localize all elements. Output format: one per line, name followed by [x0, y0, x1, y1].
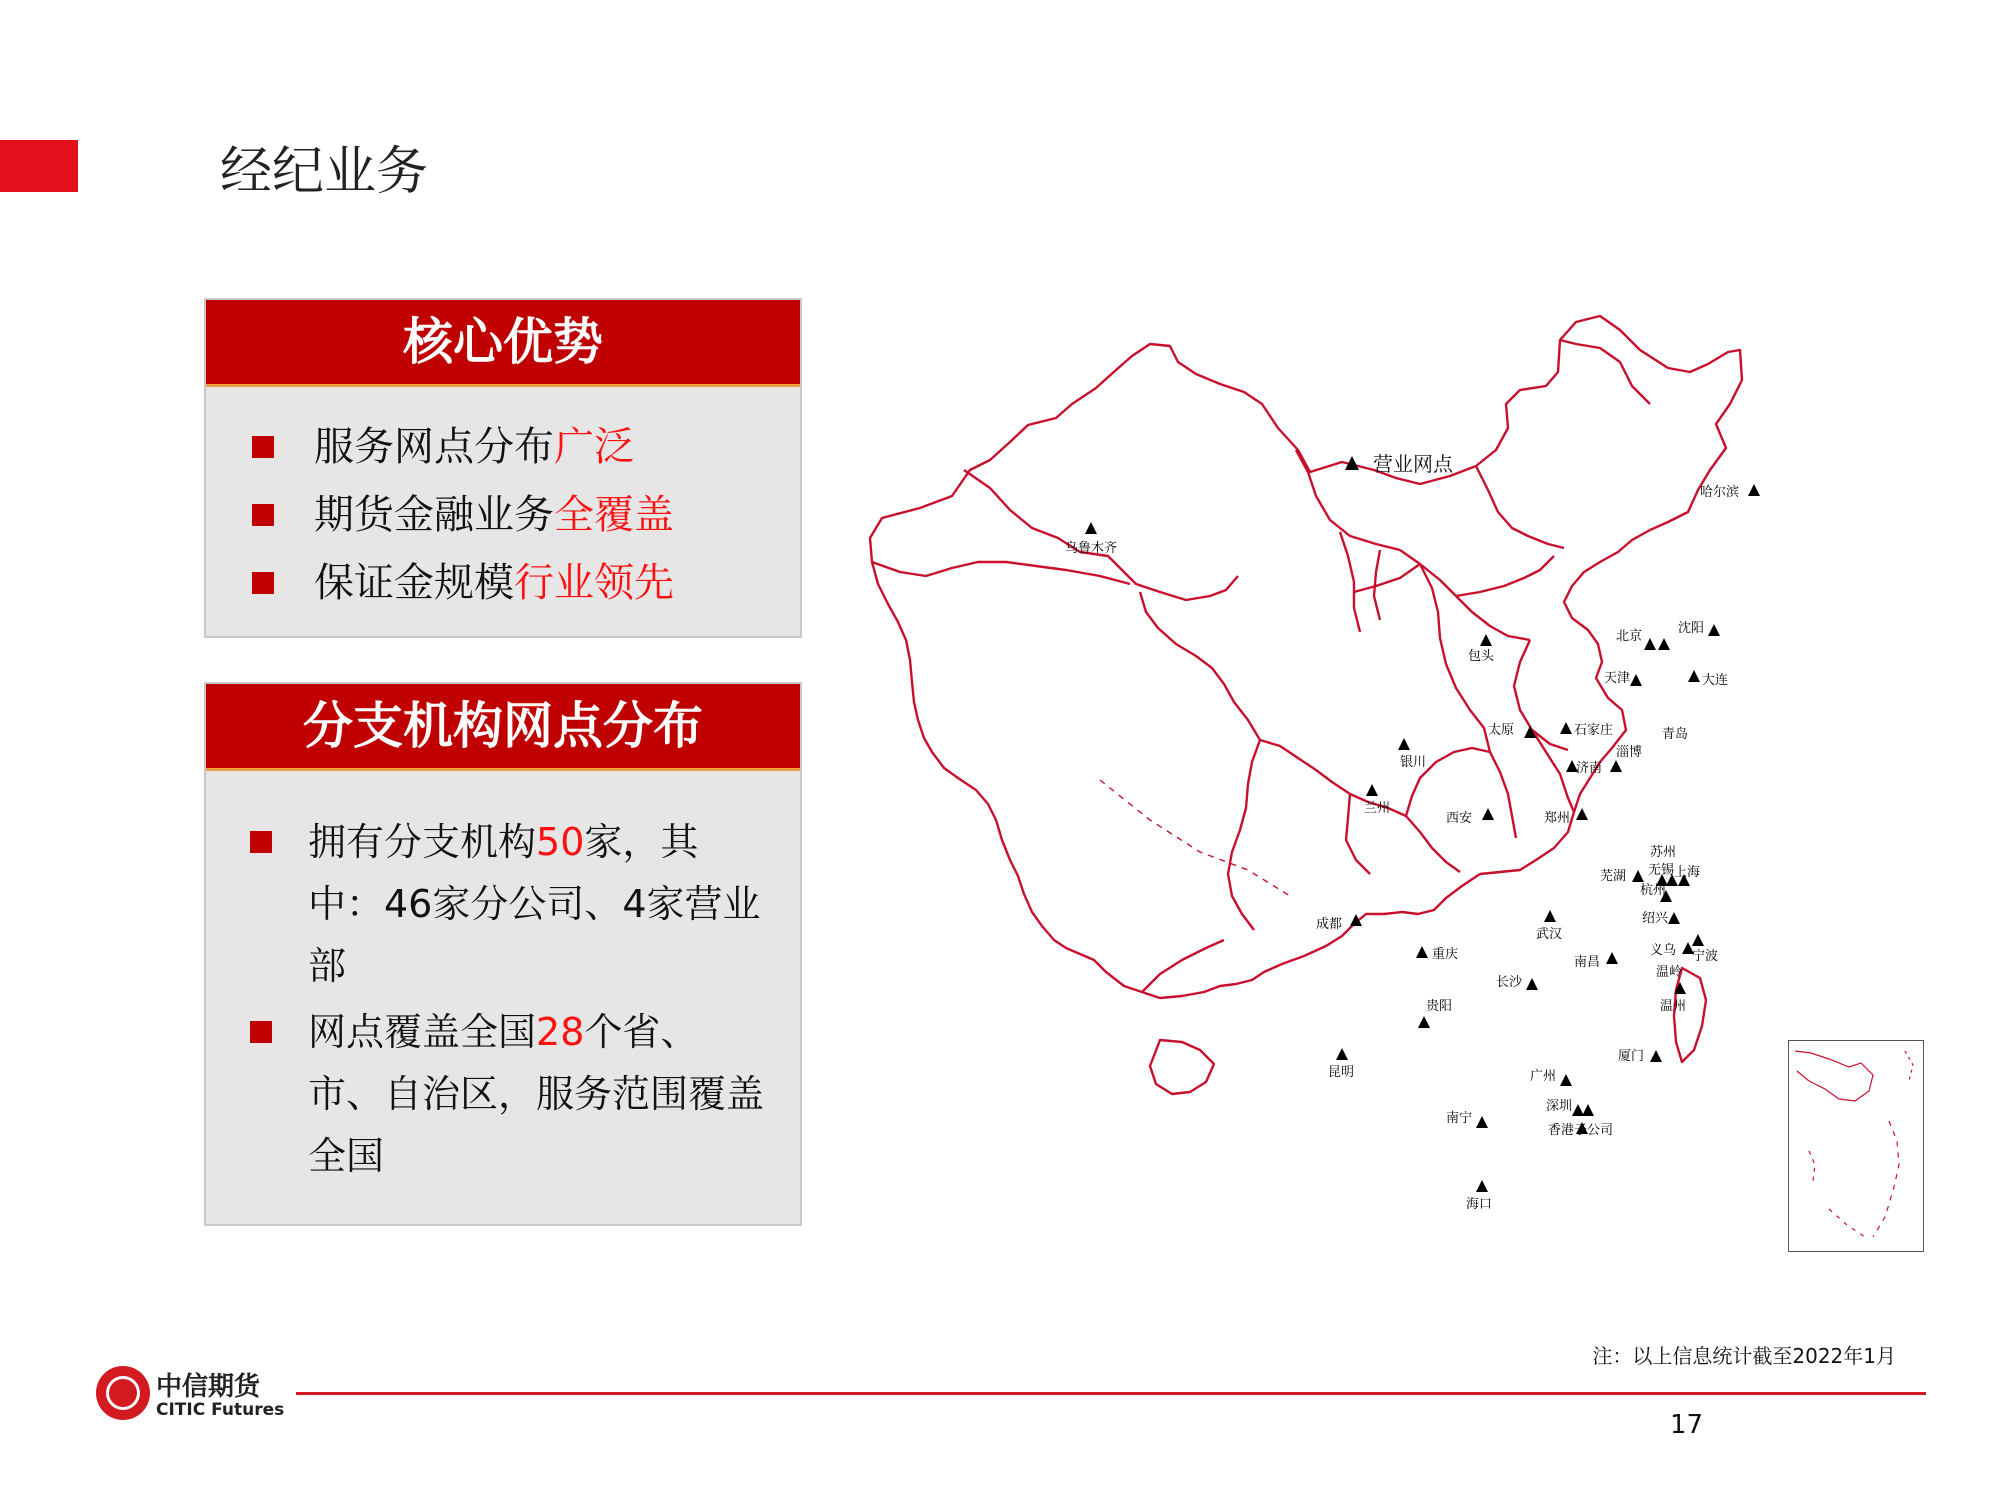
item-text: 服务网点分布 [314, 424, 554, 470]
city-label: 重庆 [1432, 947, 1459, 962]
city-marker [1566, 760, 1578, 775]
city-marker [1526, 978, 1538, 993]
city-marker [1708, 624, 1720, 639]
city-label: 绍兴 [1642, 911, 1669, 926]
advantages-list [206, 387, 800, 617]
bullet-icon [250, 831, 272, 853]
triangle-icon [1688, 670, 1700, 682]
triangle-icon [1678, 874, 1690, 886]
city-label: 厦门 [1618, 1049, 1645, 1064]
triangle-icon [1482, 808, 1494, 820]
city-label: 北京 [1616, 629, 1643, 644]
city-label: 乌鲁木齐 [1065, 541, 1118, 556]
city-label: 杭州 [1640, 883, 1667, 898]
triangle-icon [1526, 978, 1538, 990]
item-text: 期货金融业务 [314, 492, 554, 538]
city-label: 广州 [1530, 1069, 1557, 1084]
city-label: 天津 [1604, 671, 1631, 686]
city-label: 兰州 [1364, 801, 1391, 816]
city-label: 南宁 [1446, 1111, 1473, 1126]
bullet-icon [252, 504, 274, 526]
city-marker [1085, 522, 1097, 537]
city-marker [1688, 670, 1700, 685]
item-highlight: 行业领先 [514, 560, 674, 606]
city-marker [1606, 952, 1618, 967]
triangle-icon [1632, 870, 1644, 882]
triangle-icon [1748, 484, 1760, 496]
item-text: 拥有分支机构50家，其中：46家分公司、4家营业部 [308, 820, 761, 988]
triangle-icon [1476, 1180, 1488, 1192]
city-label: 沈阳 [1678, 621, 1705, 636]
city-label: 青岛 [1662, 727, 1689, 742]
bullet-icon [252, 436, 274, 458]
china-map-outline [860, 300, 1920, 1260]
city-label: 成都 [1316, 917, 1343, 932]
city-label: 芜湖 [1600, 869, 1627, 884]
city-marker [1674, 982, 1686, 997]
triangle-icon [1576, 1122, 1588, 1134]
branch-count: 50 [536, 820, 585, 864]
list-item [250, 1001, 770, 1187]
advantages-heading: 核心优势 [206, 300, 800, 387]
city-label: 长沙 [1496, 975, 1523, 990]
triangle-icon [1666, 874, 1678, 886]
triangle-icon [1085, 522, 1097, 534]
city-label: 银川 [1400, 755, 1427, 770]
brand-name-cn: 中信期货 [156, 1372, 261, 1402]
triangle-icon [1658, 638, 1670, 650]
brand-name-en: CITIC Futures [156, 1400, 285, 1420]
branches-list [206, 771, 800, 1187]
city-marker [1576, 1122, 1588, 1137]
triangle-icon [1480, 634, 1492, 646]
item-highlight: 全覆盖 [554, 492, 674, 538]
city-label: 宁波 [1692, 949, 1719, 964]
city-marker [1610, 760, 1622, 775]
item-text: 网点覆盖全国28个省、市、自治区，服务范围覆盖全国 [308, 1010, 765, 1178]
page-number: 17 [1670, 1410, 1704, 1440]
triangle-icon [1576, 808, 1588, 820]
item-highlight: 广泛 [554, 424, 634, 470]
city-marker [1398, 738, 1410, 753]
city-marker [1678, 874, 1690, 889]
triangle-icon [1606, 952, 1618, 964]
city-marker [1560, 722, 1572, 737]
city-label: 深圳 [1546, 1099, 1573, 1114]
city-marker [1524, 726, 1536, 741]
citic-logo-icon [96, 1366, 150, 1420]
triangle-icon [1582, 1104, 1594, 1116]
city-marker [1658, 638, 1670, 653]
city-label: 西安 [1446, 811, 1473, 826]
footnote: 注：以上信息统计截至2022年1月 [1592, 1344, 1896, 1368]
city-marker [1366, 784, 1378, 799]
triangle-icon [1668, 912, 1680, 924]
city-marker [1480, 634, 1492, 649]
bullet-icon [252, 572, 274, 594]
city-label: 义乌 [1650, 943, 1677, 958]
city-marker [1482, 808, 1494, 823]
list-item [252, 481, 800, 549]
city-marker [1630, 674, 1642, 689]
city-label: 贵阳 [1426, 999, 1453, 1014]
triangle-icon [1566, 760, 1578, 772]
city-label: 苏州 [1650, 845, 1677, 860]
triangle-icon [1560, 722, 1572, 734]
city-label: 石家庄 [1574, 723, 1614, 738]
triangle-icon [1674, 982, 1686, 994]
city-label: 淄博 [1616, 745, 1643, 760]
city-marker [1650, 1050, 1662, 1065]
legend-label: 营业网点 [1373, 452, 1453, 476]
city-label: 上海 [1674, 865, 1701, 880]
branch-marker-icon [1345, 456, 1359, 470]
city-marker [1418, 1016, 1430, 1031]
map-legend [1345, 448, 1453, 477]
triangle-icon [1692, 934, 1704, 946]
city-marker [1748, 484, 1760, 499]
triangle-icon [1476, 1116, 1488, 1128]
city-label: 香港子公司 [1548, 1123, 1614, 1138]
city-label: 郑州 [1544, 811, 1571, 826]
triangle-icon [1398, 738, 1410, 750]
branches-heading: 分支机构网点分布 [206, 684, 800, 771]
triangle-icon [1630, 674, 1642, 686]
city-marker [1336, 1048, 1348, 1063]
city-marker [1660, 890, 1672, 905]
brand-logo [96, 1366, 306, 1422]
triangle-icon [1336, 1048, 1348, 1060]
triangle-icon [1560, 1074, 1572, 1086]
city-marker [1476, 1116, 1488, 1131]
city-label: 哈尔滨 [1700, 485, 1740, 500]
triangle-icon [1416, 946, 1428, 958]
triangle-icon [1650, 1050, 1662, 1062]
branches-card [204, 682, 802, 1226]
bullet-icon [250, 1021, 272, 1043]
city-label: 海口 [1466, 1197, 1493, 1212]
city-marker [1668, 912, 1680, 927]
city-marker [1644, 638, 1656, 653]
city-marker [1666, 874, 1678, 889]
triangle-icon [1418, 1016, 1430, 1028]
item-text: 保证金规模 [314, 560, 514, 606]
city-marker [1582, 1104, 1594, 1119]
triangle-icon [1524, 726, 1536, 738]
china-map [860, 300, 1920, 1260]
city-marker [1544, 910, 1556, 925]
city-label: 太原 [1488, 723, 1515, 738]
city-marker [1692, 934, 1704, 949]
triangle-icon [1544, 910, 1556, 922]
advantages-card [204, 298, 802, 638]
city-label: 包头 [1468, 649, 1495, 664]
triangle-icon [1644, 638, 1656, 650]
province-count: 28 [536, 1010, 585, 1054]
triangle-icon [1350, 914, 1362, 926]
city-label: 济南 [1576, 761, 1603, 776]
inset-map [1789, 1041, 1923, 1251]
city-label: 大连 [1702, 673, 1729, 688]
city-marker [1576, 808, 1588, 823]
title-accent-bar [0, 140, 78, 192]
city-marker [1476, 1180, 1488, 1195]
list-item [252, 549, 800, 617]
list-item [252, 413, 800, 481]
city-marker [1416, 946, 1428, 961]
footer-divider [296, 1392, 1926, 1395]
city-marker [1350, 914, 1362, 929]
triangle-icon [1366, 784, 1378, 796]
triangle-icon [1660, 890, 1672, 902]
city-label: 武汉 [1536, 927, 1563, 942]
city-marker [1560, 1074, 1572, 1089]
city-label: 温州 [1660, 999, 1687, 1014]
page-title: 经纪业务 [220, 142, 429, 202]
triangle-icon [1708, 624, 1720, 636]
city-label: 南昌 [1574, 955, 1601, 970]
city-label: 昆明 [1328, 1065, 1355, 1080]
south-china-sea-inset [1788, 1040, 1924, 1252]
city-label: 无锡 [1648, 863, 1675, 878]
triangle-icon [1610, 760, 1622, 772]
list-item [250, 811, 770, 997]
city-label: 温岭 [1656, 965, 1683, 980]
